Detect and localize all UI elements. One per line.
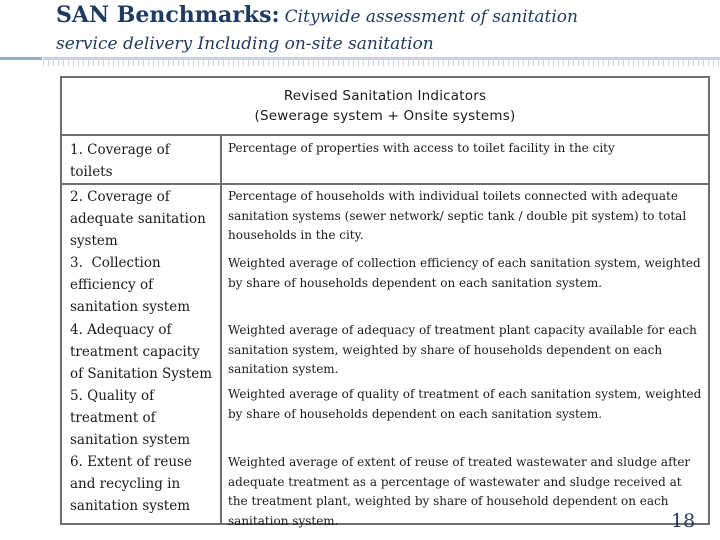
indicator-label: 5. Quality of treatment of sanitation system — [70, 388, 191, 448]
indicator-description: Weighted average of extent of reuse of treated wastewater and sludge after adequate treatment as a percentage of wastewater and sludge received at the treatment plant, weighted by share of household dependent on each sanitation system. — [228, 455, 691, 528]
table-header — [61, 77, 709, 135]
indicator-label: 4. Adequacy of treatment capacity of Sanitation System — [70, 322, 213, 382]
title-bold: SAN Benchmarks: — [56, 2, 280, 28]
indicator-label: 1. Coverage of toilets — [61, 135, 221, 184]
accent-pattern — [43, 60, 720, 66]
title-line2: service delivery Including on-site sanitation — [56, 34, 434, 54]
slide-title — [56, 2, 578, 28]
indicator-label: 3. Collection efficiency of sanitation system — [70, 255, 191, 315]
indicator-description: Weighted average of adequacy of treatment plant capacity available for each sanitation system, weighted by share of households dependent on each sanitation system. — [228, 323, 697, 376]
page-number: 18 — [671, 510, 696, 532]
indicator-label: 6. Extent of reuse and recycling in sanitation system — [70, 454, 192, 514]
indicator-description: Weighted average of quality of treatment of each sanitation system, weighted by share of households dependent on each sanitation system. — [228, 387, 702, 421]
accent-rule-left — [0, 57, 42, 60]
table-header-line1: Revised Sanitation Indicators — [283, 88, 487, 104]
indicator-description: Percentage of properties with access to toilet facility in the city — [221, 135, 709, 184]
title-line1-rest: Citywide assessment of sanitation — [284, 7, 578, 27]
indicator-labels-column — [61, 184, 221, 524]
indicator-description: Weighted average of collection efficiency of each sanitation system, weighted by share of households dependent on each sanitation system. — [228, 256, 701, 290]
indicator-label: 2. Coverage of adequate sanitation system — [70, 189, 206, 249]
indicator-descriptions-column — [221, 184, 709, 528]
indicators-table — [60, 76, 710, 528]
indicator-description: Percentage of households with individual toilets connected with adequate sanitation systems (sewer network/ septic tank / double pit system) to total households in the city. — [228, 189, 687, 242]
table-header-line2: (Sewerage system + Onsite systems) — [254, 108, 516, 124]
